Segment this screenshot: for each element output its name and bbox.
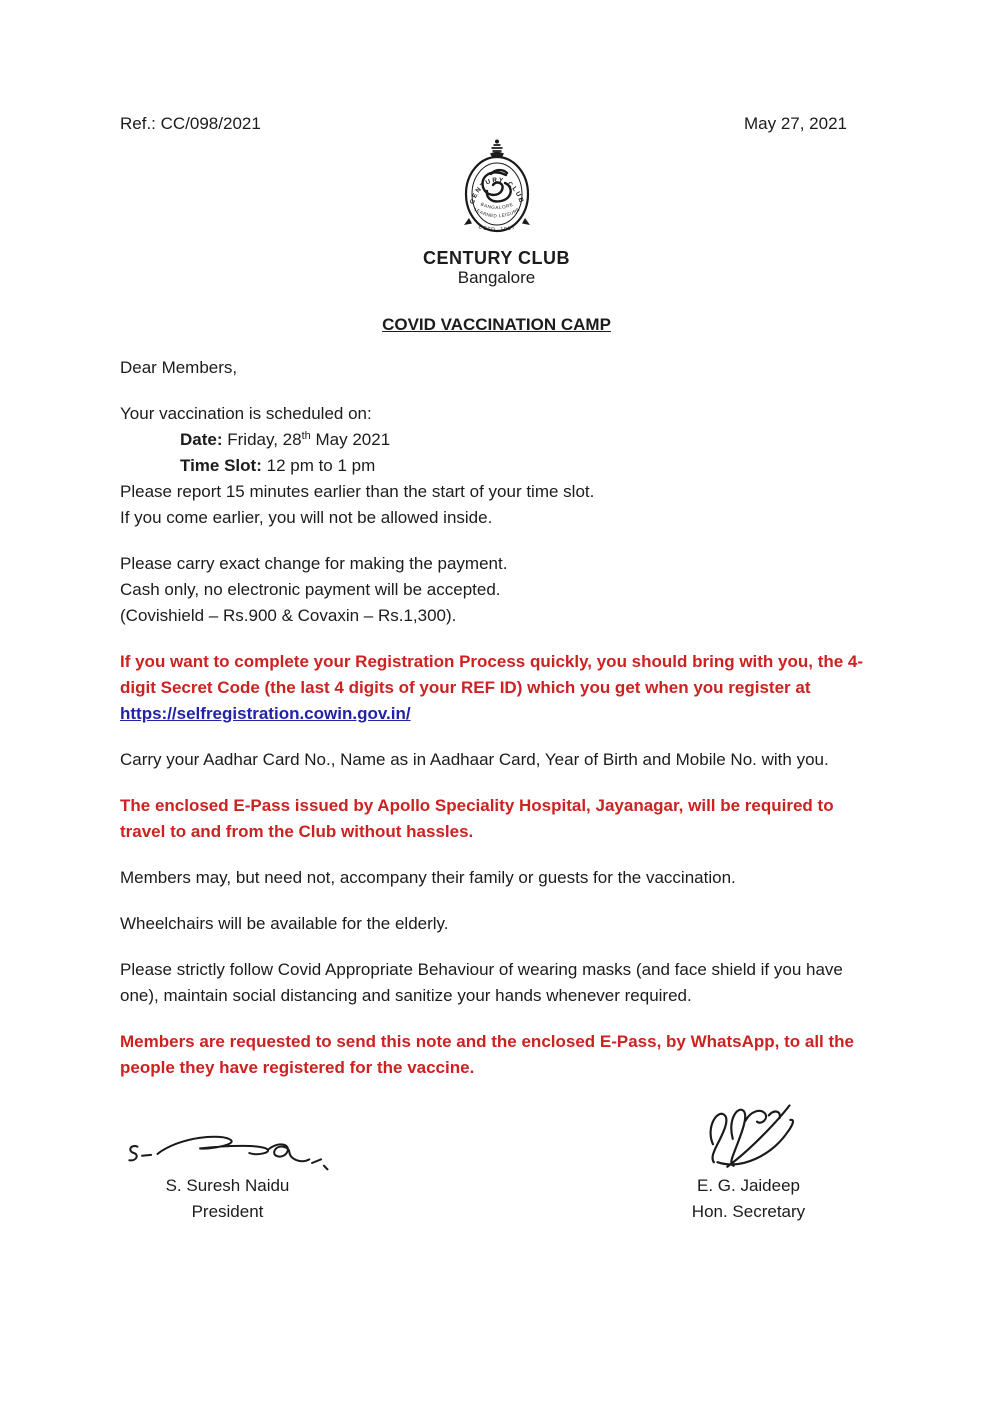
schedule-date-line bbox=[120, 427, 873, 453]
schedule-block bbox=[120, 401, 873, 531]
schedule-note-report-early: Please report 15 minutes earlier than the start of your time slot. bbox=[120, 482, 595, 501]
epass-notice: The enclosed E-Pass issued by Apollo Speciality Hospital, Jayanagar, will be required to travel to and from the Club without hassles. bbox=[120, 796, 834, 841]
letter-title: COVID VACCINATION CAMP bbox=[382, 315, 611, 334]
president-title: President bbox=[191, 1202, 264, 1221]
payment-exact-change: Please carry exact change for making the payment. bbox=[120, 554, 508, 573]
payment-cash-only: Cash only, no electronic payment will be accepted. bbox=[120, 580, 501, 599]
crest-estd-text: ESTD. 1917 bbox=[477, 224, 516, 234]
crest-banner-bangalore: BANGALORE bbox=[479, 201, 514, 210]
president-name: S. Suresh Naidu bbox=[165, 1176, 290, 1195]
aadhaar-note: Carry your Aadhar Card No., Name as in Aadhaar Card, Year of Birth and Mobile No. with you. bbox=[120, 750, 829, 769]
crest-arc-text: CENTURY CLUB bbox=[468, 176, 525, 205]
president-signature-block bbox=[120, 1101, 335, 1225]
time-slot-label: Time Slot: bbox=[180, 456, 262, 475]
registration-notice-text: If you want to complete your Registration Process quickly, you should bring with you, the 4-digit Secret Code (the last 4 digits of your REF ID) which you get when you register at bbox=[120, 652, 864, 697]
whatsapp-notice: Members are requested to send this note and the enclosed E-Pass, by WhatsApp, to all the people they have registered for the vaccine. bbox=[120, 1032, 854, 1077]
payment-block bbox=[120, 551, 873, 629]
time-slot-value: 12 pm to 1 pm bbox=[266, 456, 376, 475]
svg-text:BANGALORE bbox=[479, 202, 513, 210]
secretary-signature-icon bbox=[686, 1101, 811, 1173]
president-signature-icon bbox=[120, 1123, 335, 1173]
accompany-note: Members may, but need not, accompany their family or guests for the vaccination. bbox=[120, 868, 736, 887]
schedule-intro: Your vaccination is scheduled on: bbox=[120, 404, 372, 423]
century-club-crest-logo bbox=[446, 138, 548, 240]
wheelchair-note: Wheelchairs will be available for the elderly. bbox=[120, 914, 449, 933]
letter-date: May 27, 2021 bbox=[743, 114, 847, 133]
svg-text:ESTD. 1917 bbox=[477, 224, 516, 233]
salutation: Dear Members, bbox=[120, 358, 238, 377]
letter-header-row bbox=[120, 112, 873, 136]
cowin-registration-link[interactable]: https://selfregistration.cowin.gov.in/ bbox=[120, 704, 411, 723]
behaviour-note: Please strictly follow Covid Appropriate Behaviour of wearing masks (and face shield if you have one), maintain social distancing and sanitize your hands whenever required. bbox=[120, 960, 843, 1005]
secretary-title: Hon. Secretary bbox=[691, 1202, 806, 1221]
reference-number: Ref.: CC/098/2021 bbox=[120, 114, 261, 133]
payment-prices: (Covishield – Rs.900 & Covaxin – Rs.1,300). bbox=[120, 606, 457, 625]
date-label: Date: bbox=[180, 430, 223, 449]
logo-block bbox=[120, 138, 873, 248]
crest-finial bbox=[490, 140, 504, 159]
signature-row bbox=[120, 1101, 873, 1225]
registration-notice bbox=[120, 649, 873, 727]
schedule-note-no-early-entry: If you come earlier, you will not be allowed inside. bbox=[120, 508, 493, 527]
crest-banner-learned-leisure: LEARNED LEISURE bbox=[472, 206, 521, 219]
org-city: Bangalore bbox=[457, 268, 536, 287]
secretary-signature-block bbox=[686, 1101, 811, 1225]
date-value: Friday, 28th May 2021 bbox=[227, 430, 391, 449]
date-ordinal-suffix: th bbox=[301, 430, 311, 442]
schedule-time-line bbox=[120, 453, 873, 479]
secretary-name: E. G. Jaideep bbox=[696, 1176, 800, 1195]
secretary-signature-canvas bbox=[686, 1101, 811, 1173]
president-signature-canvas bbox=[120, 1101, 335, 1173]
org-name: CENTURY CLUB bbox=[422, 248, 570, 268]
